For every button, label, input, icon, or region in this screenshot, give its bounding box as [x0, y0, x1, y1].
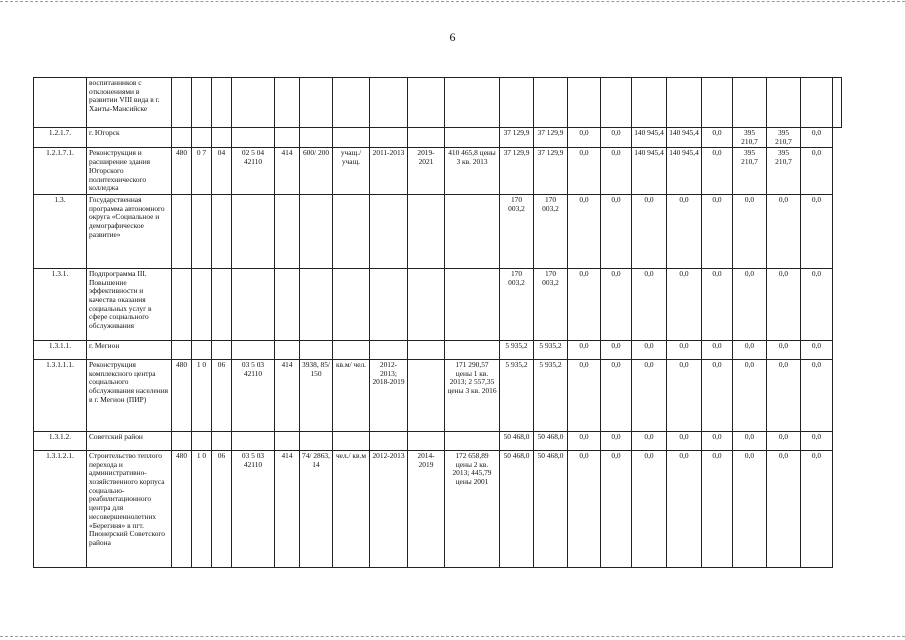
row-cell: 140 945,4	[632, 128, 667, 148]
row-cell: 414	[275, 359, 300, 431]
row-cell: 0,0	[601, 148, 632, 195]
row-cell	[445, 194, 500, 268]
row-cell	[192, 431, 212, 450]
row-cell	[333, 194, 370, 268]
row-cell: 0,0	[733, 431, 767, 450]
row-cell	[632, 78, 667, 128]
table-row	[34, 450, 842, 567]
row-code: 1.3.1.	[34, 268, 87, 340]
row-cell: 480	[172, 450, 192, 567]
row-cell: 0,0	[801, 148, 833, 195]
row-cell: 0,0	[632, 194, 667, 268]
row-cell	[172, 128, 192, 148]
row-cell	[445, 78, 500, 128]
row-cell	[333, 340, 370, 359]
row-cell	[232, 431, 275, 450]
row-cell: 0,0	[733, 359, 767, 431]
row-cell: 0,0	[767, 359, 801, 431]
row-cell: 0,0	[568, 128, 601, 148]
row-cell	[172, 194, 192, 268]
row-cell: 0,0	[667, 450, 702, 567]
row-cell	[370, 268, 408, 340]
row-cell: 06	[212, 450, 232, 567]
row-cell	[408, 431, 445, 450]
row-cell: 03 5 03 42110	[232, 359, 275, 431]
row-cell	[601, 78, 632, 128]
row-cell: 0,0	[568, 268, 601, 340]
row-cell	[212, 431, 232, 450]
row-cell: 04	[212, 148, 232, 195]
row-cell: 0,0	[632, 359, 667, 431]
row-cell: 5 935,2	[534, 340, 568, 359]
row-cell	[275, 268, 300, 340]
row-cell: 0,0	[667, 194, 702, 268]
row-name: Советский район	[87, 431, 172, 450]
row-code	[34, 78, 87, 128]
row-cell	[370, 194, 408, 268]
row-cell: 395 210,7	[733, 128, 767, 148]
row-cell: 395 210,7	[767, 148, 801, 195]
row-cell	[568, 78, 601, 128]
row-name: Реконструкция и расширение здания Югорского политехнического колледжа	[87, 148, 172, 195]
row-cell: 600/ 200	[300, 148, 333, 195]
row-cell: 0,0	[702, 450, 733, 567]
row-cell	[333, 268, 370, 340]
row-cell: 0,0	[801, 450, 833, 567]
row-cell: 06	[212, 359, 232, 431]
row-cell: 0,0	[601, 340, 632, 359]
table-row	[34, 359, 842, 431]
row-cell: 1 0	[192, 450, 212, 567]
row-cell	[232, 128, 275, 148]
row-cell: чел./ кв.м	[333, 450, 370, 567]
row-cell	[408, 194, 445, 268]
row-cell	[370, 78, 408, 128]
row-cell: 0,0	[767, 340, 801, 359]
row-cell: 0,0	[568, 450, 601, 567]
row-cell: 0,0	[601, 268, 632, 340]
row-cell	[370, 431, 408, 450]
row-name: воспитанников с отклонениями в развитии VIII вида в г. Ханты-Мансийске	[87, 78, 172, 128]
row-cell	[445, 340, 500, 359]
row-cell	[801, 78, 833, 128]
row-cell: 0 7	[192, 148, 212, 195]
row-cell: 414	[275, 450, 300, 567]
row-cell: 50 468,0	[500, 450, 534, 567]
table-row	[34, 194, 842, 268]
row-cell: 0,0	[702, 431, 733, 450]
row-cell: 0,0	[767, 268, 801, 340]
row-cell	[300, 340, 333, 359]
row-name: Подпрограмма III. Повышение эффективности и качества оказания социальных услуг в сфере социального обслуживания	[87, 268, 172, 340]
row-code: 1.2.1.7.	[34, 128, 87, 148]
top-scan-edge	[0, 1, 905, 2]
row-cell: 395 210,7	[733, 148, 767, 195]
row-cell: 37 129,9	[534, 128, 568, 148]
row-cell	[275, 340, 300, 359]
row-cell	[370, 128, 408, 148]
row-cell: 50 468,0	[534, 431, 568, 450]
row-cell: 0,0	[667, 359, 702, 431]
row-cell: 0,0	[667, 268, 702, 340]
table-row	[34, 148, 842, 195]
row-cell	[333, 128, 370, 148]
row-cell: 2019-2021	[408, 148, 445, 195]
row-cell: 0,0	[733, 340, 767, 359]
row-cell	[733, 78, 767, 128]
row-cell	[172, 268, 192, 340]
row-cell: 0,0	[601, 450, 632, 567]
row-code: 1.3.1.2.	[34, 431, 87, 450]
row-cell	[534, 78, 568, 128]
row-cell	[300, 194, 333, 268]
row-cell: 0,0	[767, 431, 801, 450]
row-cell: 50 468,0	[534, 450, 568, 567]
row-cell	[275, 78, 300, 128]
table-row	[34, 340, 842, 359]
row-cell: 74/ 2863, 14	[300, 450, 333, 567]
row-cell: 0,0	[667, 340, 702, 359]
row-cell	[408, 359, 445, 431]
row-cell	[833, 78, 842, 128]
row-cell: 0,0	[733, 194, 767, 268]
row-cell: 0,0	[733, 268, 767, 340]
investment-table	[33, 77, 842, 568]
row-cell	[300, 268, 333, 340]
row-cell: 0,0	[702, 194, 733, 268]
row-cell: 0,0	[601, 194, 632, 268]
table-row	[34, 431, 842, 450]
row-cell	[275, 431, 300, 450]
row-cell	[232, 194, 275, 268]
row-cell: 5 935,2	[500, 359, 534, 431]
row-cell	[408, 340, 445, 359]
row-cell	[232, 340, 275, 359]
row-cell	[370, 340, 408, 359]
row-cell: 140 945,4	[667, 148, 702, 195]
row-cell: 0,0	[632, 431, 667, 450]
row-cell: 140 945,4	[632, 148, 667, 195]
row-cell: 171 290,57 цены 1 кв. 2013; 2 557,35 цены 3 кв. 2016	[445, 359, 500, 431]
row-cell: 480	[172, 359, 192, 431]
row-name: Реконструкция комплексного центра социального обслуживания населения в г. Мегион (ПИР)	[87, 359, 172, 431]
table-row	[34, 268, 842, 340]
row-cell	[667, 78, 702, 128]
row-cell: 0,0	[632, 340, 667, 359]
row-cell: 140 945,4	[667, 128, 702, 148]
row-cell	[445, 128, 500, 148]
row-cell	[232, 78, 275, 128]
row-cell	[192, 78, 212, 128]
row-cell	[333, 431, 370, 450]
row-cell: 0,0	[601, 359, 632, 431]
row-cell: 0,0	[601, 431, 632, 450]
row-cell	[212, 268, 232, 340]
row-cell: 0,0	[801, 340, 833, 359]
row-cell: 0,0	[767, 450, 801, 567]
row-cell	[192, 268, 212, 340]
row-cell	[300, 78, 333, 128]
row-cell	[212, 194, 232, 268]
row-cell: кв.м/ чел.	[333, 359, 370, 431]
row-cell: 3938, 85/ 150	[300, 359, 333, 431]
row-cell	[300, 128, 333, 148]
row-cell	[192, 194, 212, 268]
row-cell: 0,0	[632, 268, 667, 340]
row-code: 1.3.1.1.1.	[34, 359, 87, 431]
row-cell: 02 5 04 42110	[232, 148, 275, 195]
row-code: 1.2.1.7.1.	[34, 148, 87, 195]
row-code: 1.3.	[34, 194, 87, 268]
row-cell	[300, 431, 333, 450]
row-cell: 0,0	[702, 128, 733, 148]
row-cell: 395 210,7	[767, 128, 801, 148]
row-cell: 0,0	[667, 431, 702, 450]
row-cell	[445, 431, 500, 450]
row-cell: 0,0	[702, 340, 733, 359]
row-cell: 5 935,2	[500, 340, 534, 359]
row-cell: 37 129,9	[500, 148, 534, 195]
row-cell: 2012-2013; 2018-2019	[370, 359, 408, 431]
row-cell: учащ./ учащ.	[333, 148, 370, 195]
row-name: г. Югорск	[87, 128, 172, 148]
row-cell: 0,0	[632, 450, 667, 567]
row-cell	[702, 78, 733, 128]
row-cell: 0,0	[568, 431, 601, 450]
row-cell: 1 0	[192, 359, 212, 431]
row-cell	[445, 268, 500, 340]
row-cell	[408, 128, 445, 148]
page-number: 6	[449, 30, 456, 44]
row-cell	[275, 194, 300, 268]
row-cell: 0,0	[702, 268, 733, 340]
row-cell	[212, 78, 232, 128]
row-cell: 2012-2013	[370, 450, 408, 567]
row-cell: 0,0	[767, 194, 801, 268]
row-cell: 170 003,2	[500, 194, 534, 268]
row-cell	[333, 78, 370, 128]
row-cell: 0,0	[801, 128, 833, 148]
row-cell	[500, 78, 534, 128]
table-row	[34, 128, 842, 148]
row-code: 1.3.1.2.1.	[34, 450, 87, 567]
row-cell: 37 129,9	[500, 128, 534, 148]
row-cell	[767, 78, 801, 128]
row-cell: 0,0	[568, 148, 601, 195]
row-name: Строительство теплого перехода и административно-хозяйственного корпуса социально-реабилитационного центра для несовершеннолетних «Берегиня» в пгт. Пионерский Советского района	[87, 450, 172, 567]
row-cell: 0,0	[801, 359, 833, 431]
row-cell: 0,0	[601, 128, 632, 148]
row-cell: 50 468,0	[500, 431, 534, 450]
row-cell	[192, 128, 212, 148]
row-cell: 2011-2013	[370, 148, 408, 195]
row-cell: 37 129,9	[534, 148, 568, 195]
row-cell	[232, 268, 275, 340]
row-cell: 0,0	[568, 340, 601, 359]
row-cell: 0,0	[702, 148, 733, 195]
row-cell: 5 935,2	[534, 359, 568, 431]
table-row	[34, 78, 842, 128]
row-cell	[408, 268, 445, 340]
row-cell	[275, 128, 300, 148]
row-cell: 172 658,89 цены 2 кв. 2013; 445,79 цены 2001	[445, 450, 500, 567]
row-name: Государственная программа автономного округа «Социальное и демографическое развитие»	[87, 194, 172, 268]
row-cell	[172, 340, 192, 359]
row-cell: 480	[172, 148, 192, 195]
bottom-scan-edge	[0, 636, 905, 637]
row-cell: 0,0	[568, 194, 601, 268]
row-cell: 0,0	[568, 359, 601, 431]
row-cell	[172, 78, 192, 128]
row-cell: 170 003,2	[500, 268, 534, 340]
row-cell: 0,0	[801, 268, 833, 340]
row-cell	[172, 431, 192, 450]
row-cell: 170 003,2	[534, 194, 568, 268]
row-cell: 0,0	[801, 431, 833, 450]
row-code: 1.3.1.1.	[34, 340, 87, 359]
row-cell: 170 003,2	[534, 268, 568, 340]
row-cell	[408, 78, 445, 128]
row-cell: 0,0	[733, 450, 767, 567]
row-cell: 414	[275, 148, 300, 195]
row-cell: 0,0	[702, 359, 733, 431]
row-cell	[192, 340, 212, 359]
row-cell: 2014-2019	[408, 450, 445, 567]
row-cell	[212, 128, 232, 148]
row-name: г. Мегион	[87, 340, 172, 359]
row-cell: 03 5 03 42110	[232, 450, 275, 567]
row-cell	[212, 340, 232, 359]
row-cell: 0,0	[801, 194, 833, 268]
row-cell: 410 465,8 цены 3 кв. 2013	[445, 148, 500, 195]
